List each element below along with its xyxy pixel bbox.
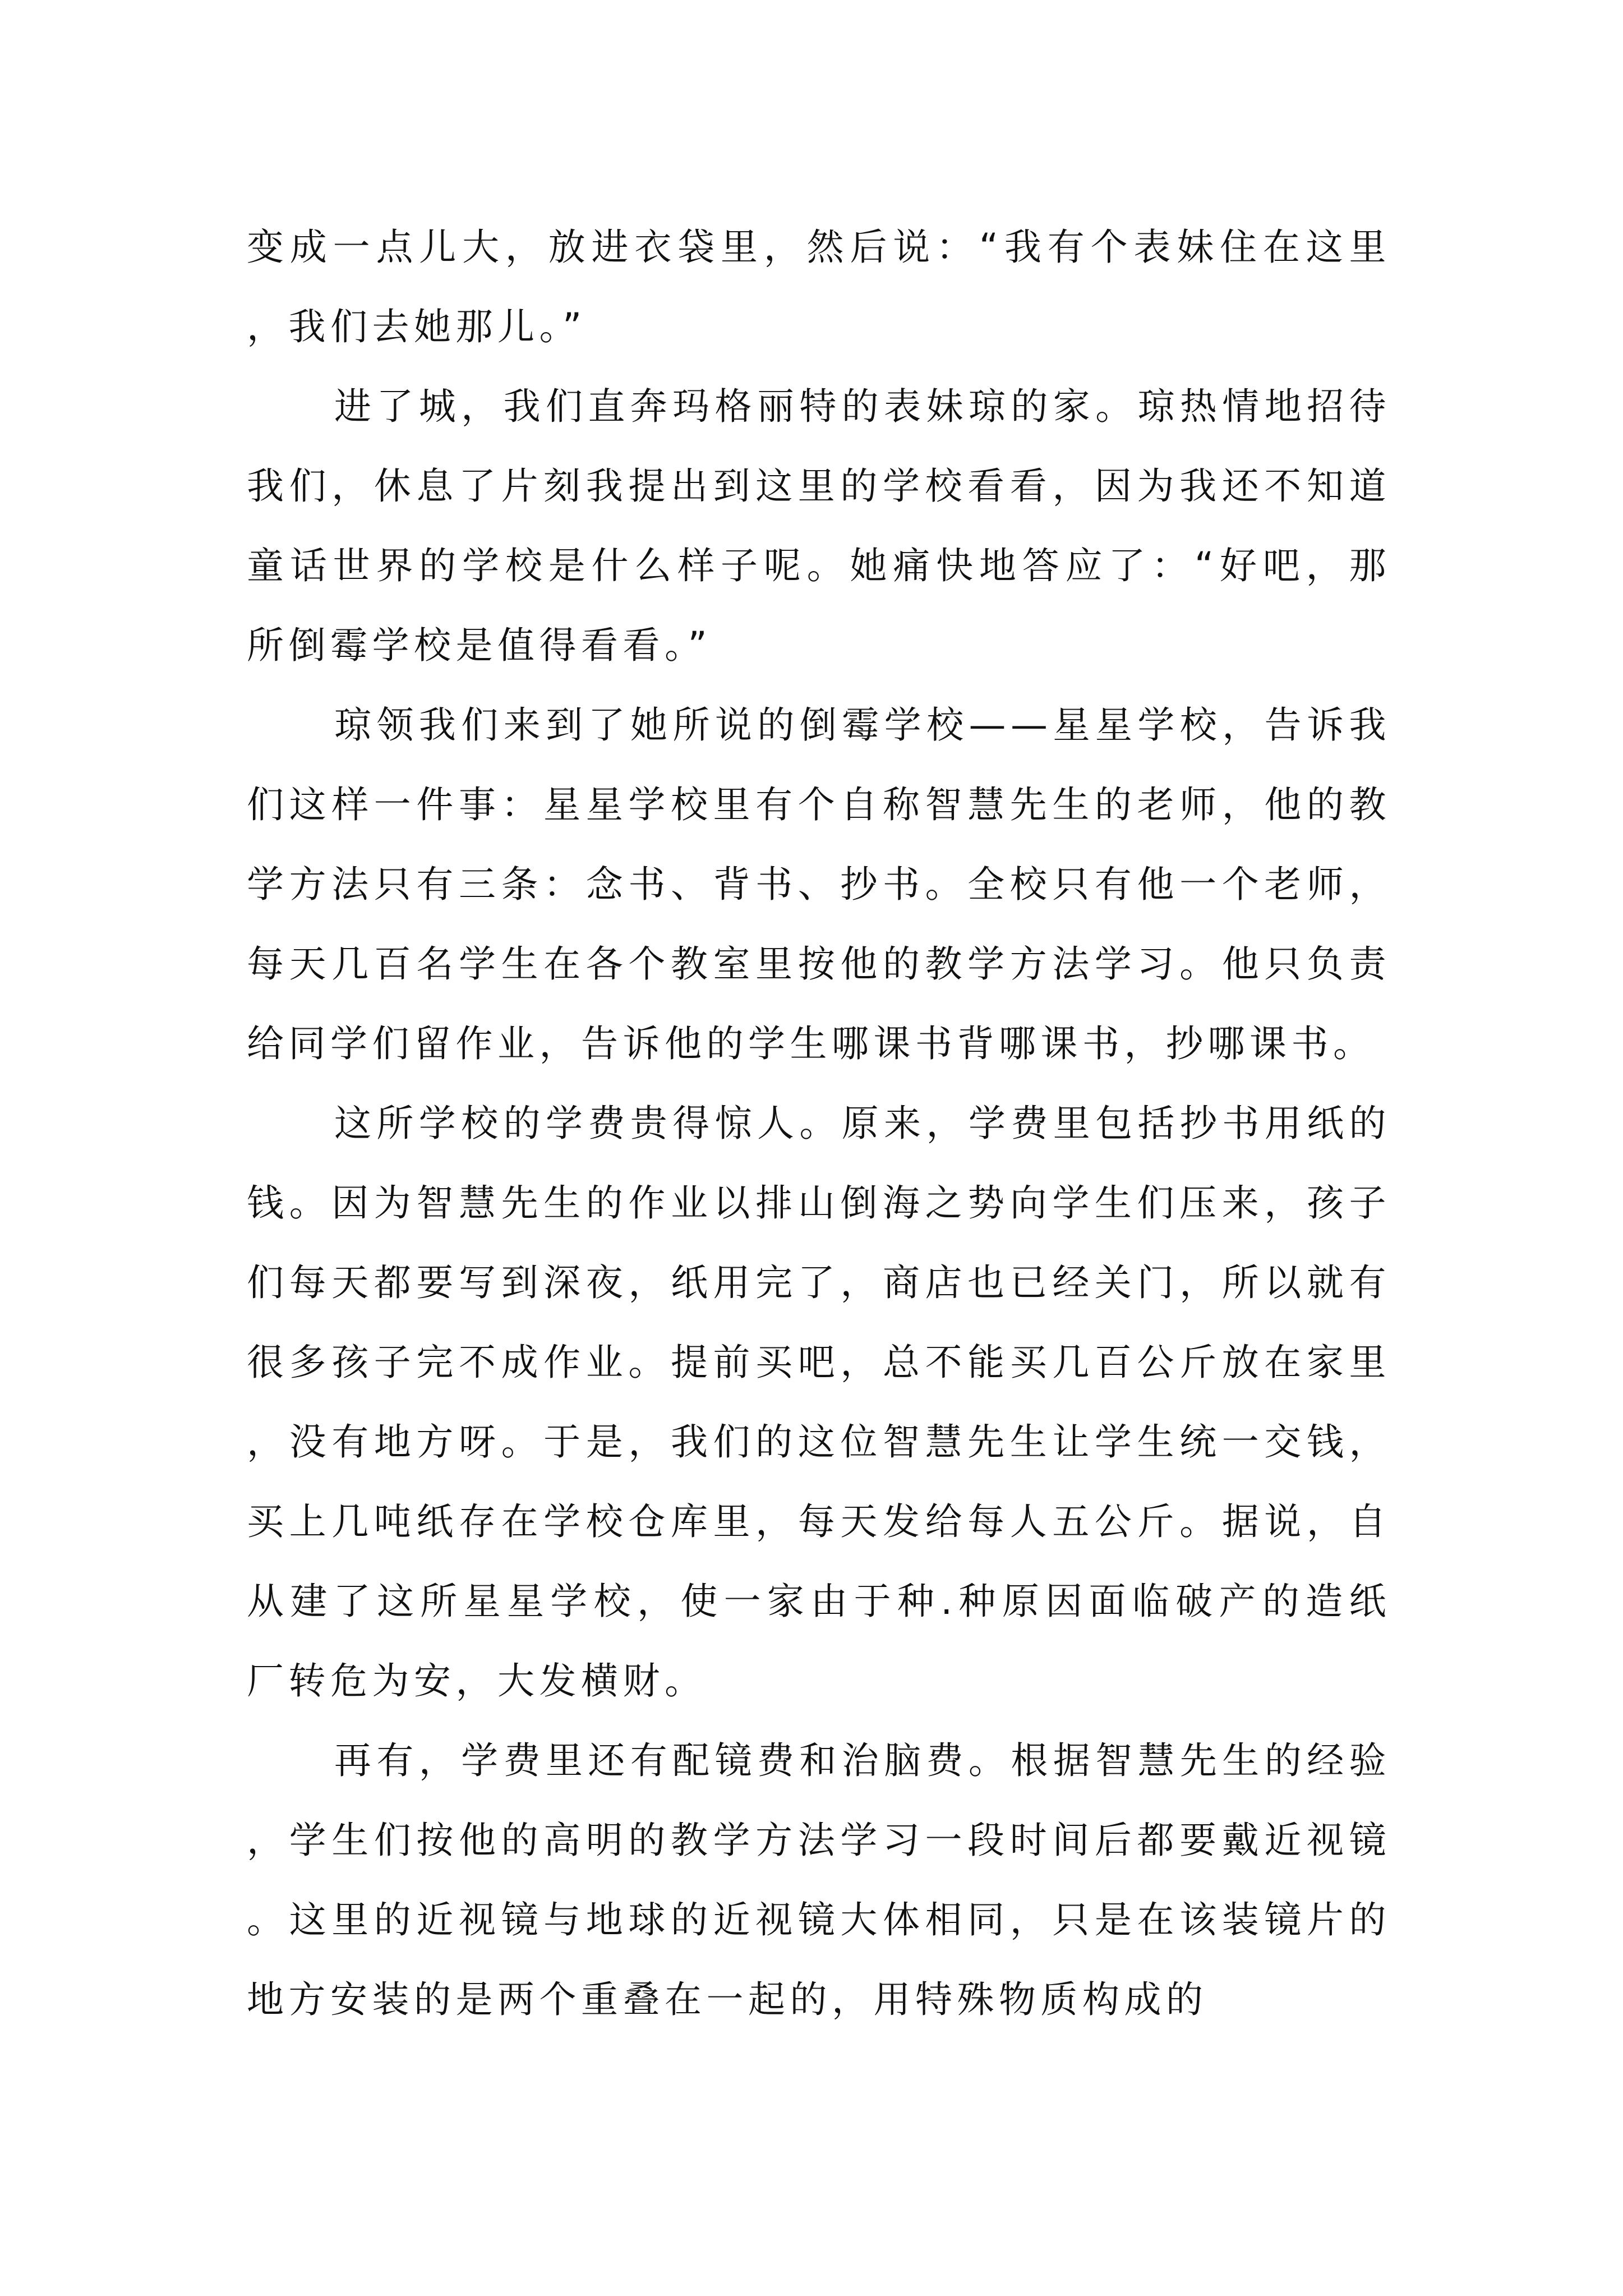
paragraph-4: 这所学校的学费贵得惊人。原来，学费里包括抄书用纸的钱。因为智慧先生的作业以排山倒海之势向学生们压来，孩子们每天都要写到深夜，纸用完了，商店也已经关门，所以就有很多孩子完不成作业。提前买吧，总不能买几百公斤放在家里，没有地方呀。于是，我们的这位智慧先生让学生统一交钱，买上几吨纸存在学校仓库里，每天发给每人五公斤。据说，自从建了这所星星学校，使一家由于种.种原因面临破产的造纸厂转危为安，大发横财。	[247, 1102, 1391, 1703]
paragraph-3: 琼领我们来到了她所说的倒霉学校——星星学校，告诉我们这样一件事：星星学校里有个自称智慧先生的老师，他的教学方法只有三条：念书、背书、抄书。全校只有他一个老师，每天几百名学生在各个教室里按他的教学方法学习。他只负责给同学们留作业，告诉他的学生哪课书背哪课书，抄哪课书。	[247, 703, 1391, 1065]
paragraph-2: 进了城，我们直奔玛格丽特的表妹琼的家。琼热情地招待我们，休息了片刻我提出到这里的学校看看，因为我还不知道童话世界的学校是什么样子呢。她痛快地答应了：“好吧，那所倒霉学校是值得看看。”	[247, 385, 1391, 667]
paragraph-5: 再有，学费里还有配镜费和治脑费。根据智慧先生的经验，学生们按他的高明的教学方法学习一段时间后都要戴近视镜。这里的近视镜与地球的近视镜大体相同，只是在该装镜片的地方安装的是两个重叠在一起的，用特殊物质构成的	[247, 1739, 1391, 2021]
paragraph-1: 变成一点儿大，放进衣袋里，然后说：“我有个表妹住在这里，我们去她那儿。”	[247, 226, 1391, 348]
document-body	[247, 208, 1391, 2040]
